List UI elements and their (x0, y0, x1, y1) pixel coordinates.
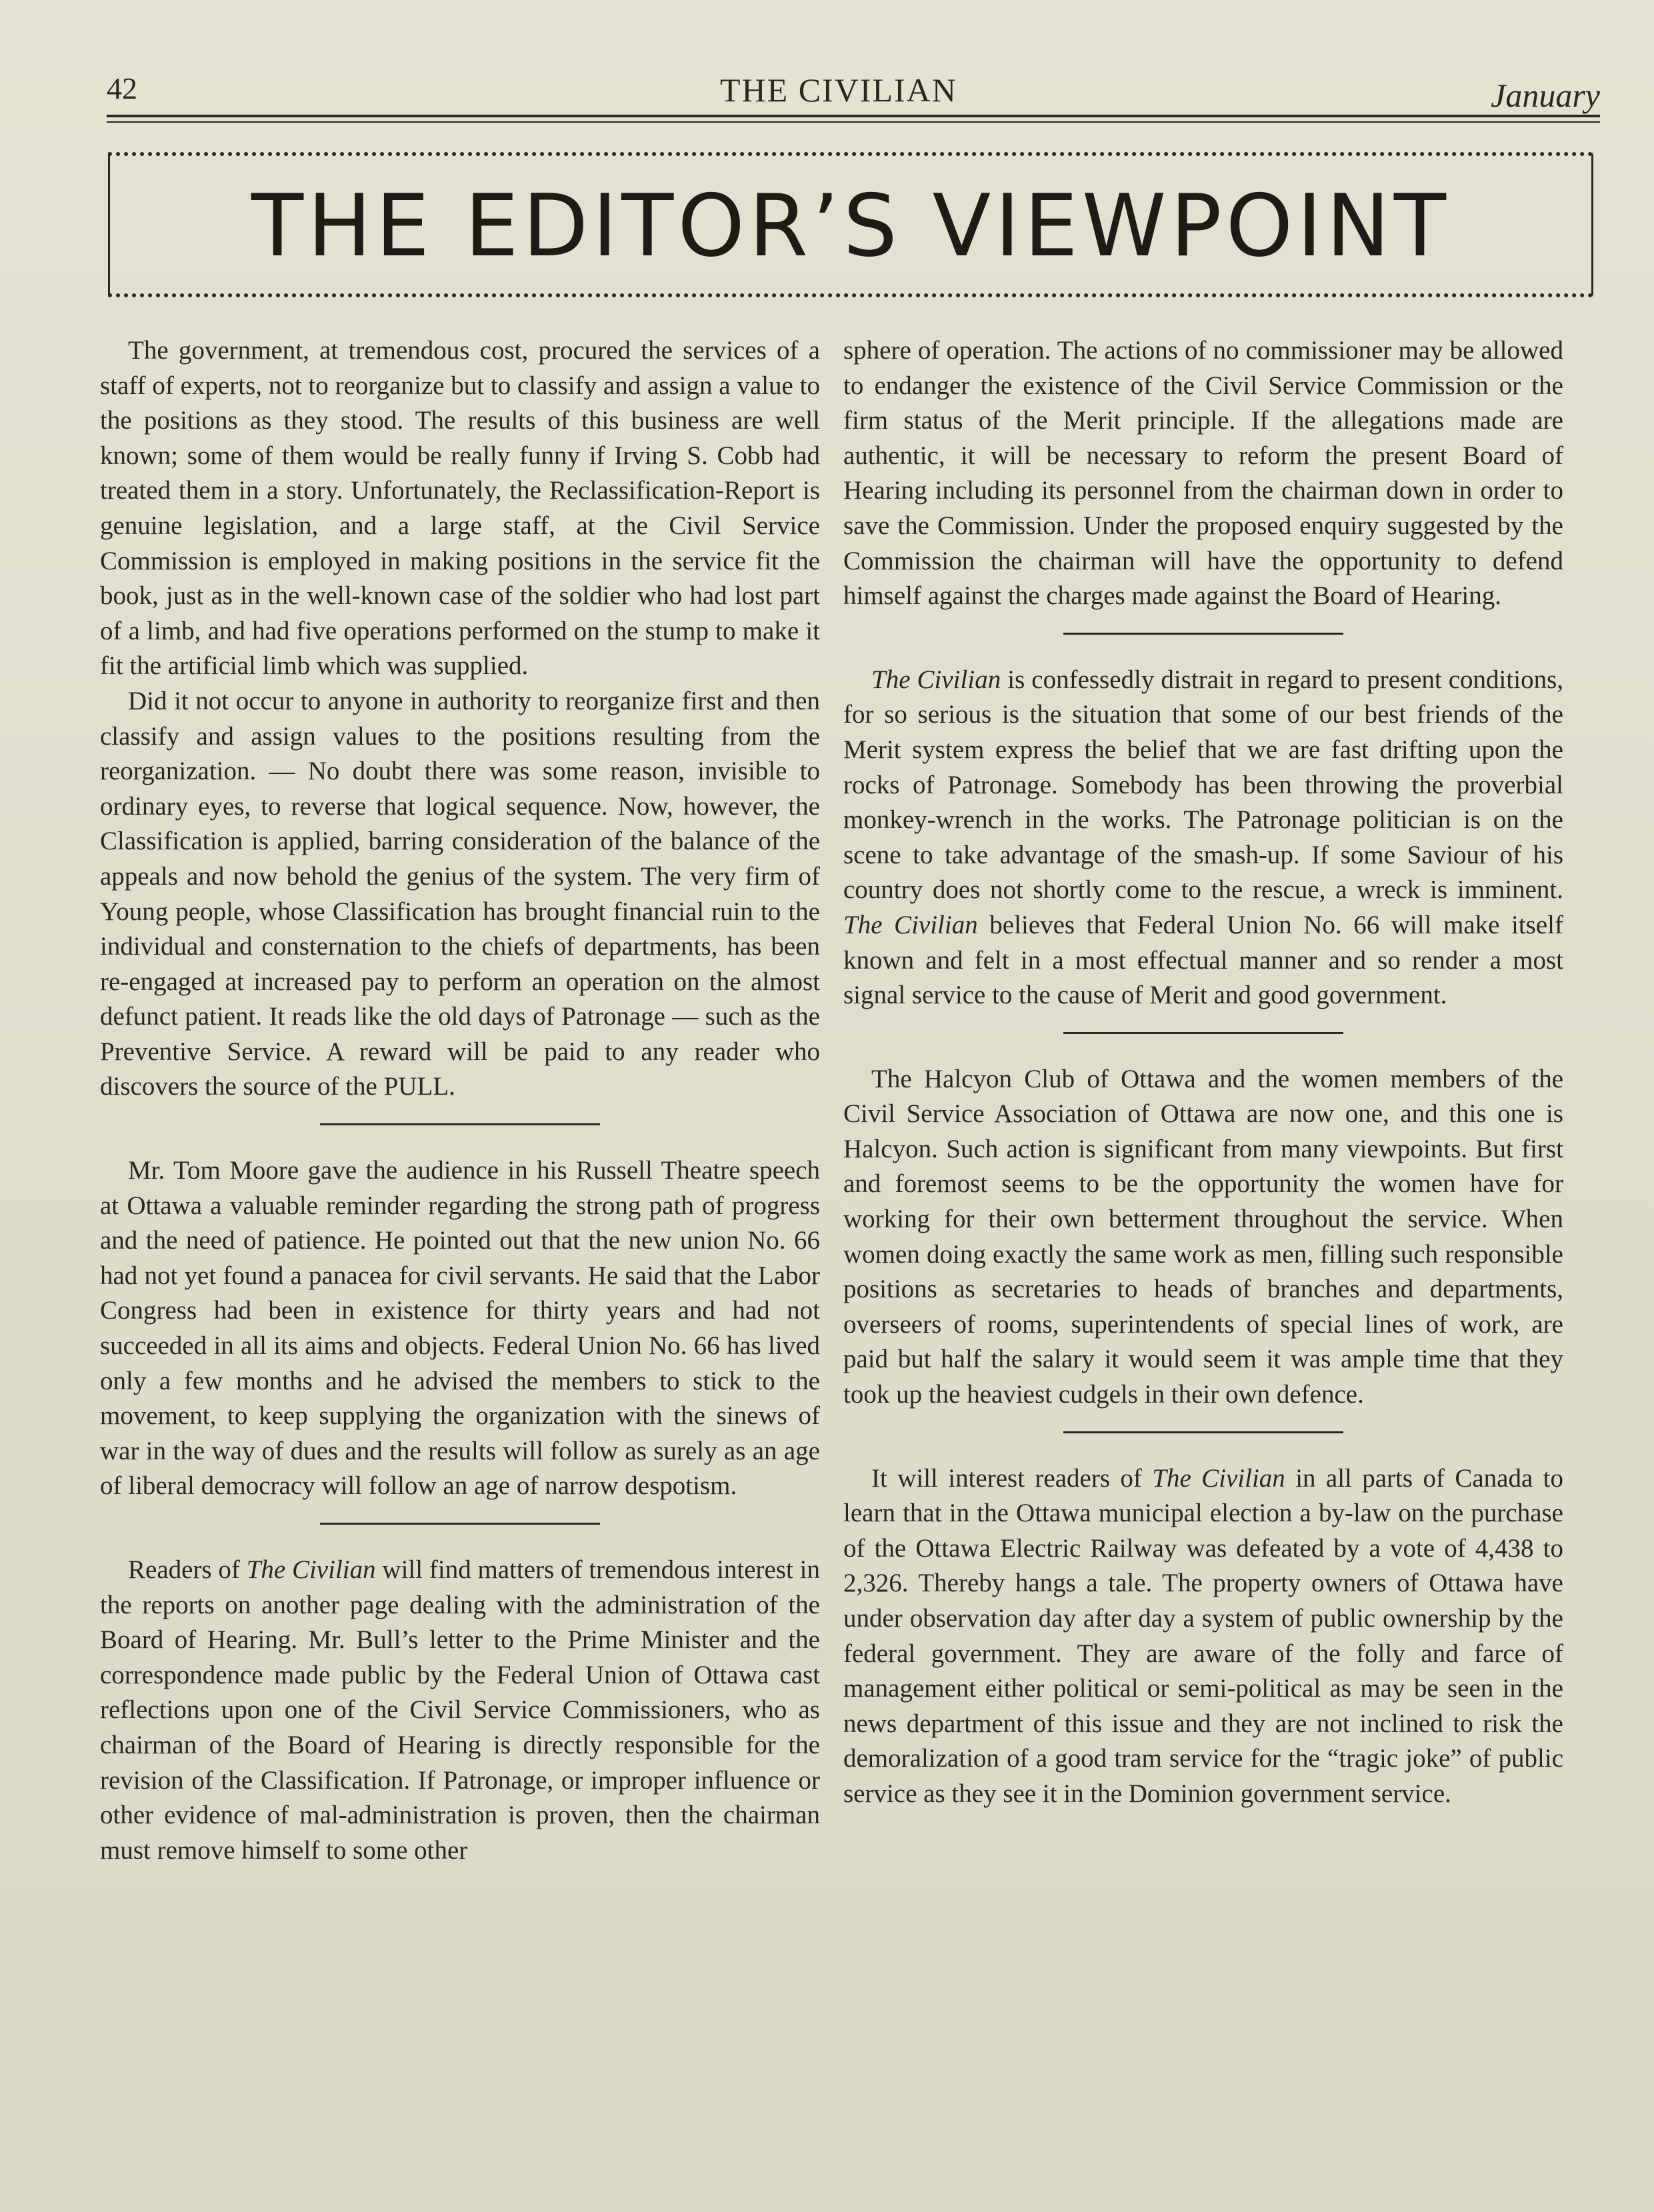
journal-title: THE CIVILIAN (720, 71, 957, 109)
section-divider (1063, 633, 1343, 635)
paragraph-patronage (843, 663, 1563, 1013)
header-rule-thin (107, 121, 1600, 123)
right-column (843, 333, 1563, 1812)
issue-month: January (1491, 77, 1600, 114)
text-run: Readers of (128, 1555, 247, 1584)
paragraph-electric-railway (843, 1461, 1563, 1812)
paragraph-classification: The government, at tremendous cost, procured the services of a staff of experts, not to reorganize but to classify and assign a value to the positions as they stood. The results of this business are well known; some of them would be really funny if Irving S. Cobb had treated them in a story. Unfortunately, the Reclassification-Report is genuine legislation, and a large staff, at the Civil Service Commission is employed in making positions in the service fit the book, just as in the well-known case of the soldier who had lost part of a limb, and had five operations performed on the stump to make it fit the artificial limb which was supplied. (100, 336, 820, 681)
section-banner (108, 152, 1593, 297)
paragraph-board-continued: sphere of operation. The actions of no commissioner may be allowed to endanger the existence of the Civil Service Commission or the firm status of the Merit principle. If the allegations made are authentic, it will be necessary to reform the present Board of Hearing including its personnel from the chairman down in order to save the Commission. Under the proposed enquiry suggested by the Commission the chairman will have the opportunity to defend himself against the charges made against the Board of Hearing. (843, 336, 1563, 611)
text-run: believes that Federal Union No. 66 will make itself known and felt in a most effectual manner and so render a most signal service to the cause of Merit and good government. (843, 910, 1563, 1010)
publication-name: The Civilian (1152, 1463, 1285, 1493)
text-run: in all parts of Canada to learn that in the Ottawa municipal election a by-law on the purchase of the Ottawa Electric Railway was defeated by a vote of 4,438 to 2,326. Thereby hangs a tale. The property owners of Ottawa have under observation day after day a system of public ownership by the federal government. They are aware of the folly and farce of management either political or semi-political as may be seen in the news department of this issue and they are not inclined to risk the demoralization of a good tram service for the “tragic joke” of public service as they see it in the Dominion government service. (843, 1463, 1563, 1808)
section-divider (1063, 1032, 1343, 1034)
paragraph-halcyon-club: The Halcyon Club of Ottawa and the women members of the Civil Service Association of Ottawa are now one, and this one is Halcyon. Such action is significant from many viewpoints. But first and foremost seems to be the opportunity the women have for working for their own betterment throughout the service. When women doing exactly the same work as men, filling such responsible positions as secretaries to heads of branches and departments, overseers of rooms, superintendents of special lines of work, are paid but half the salary it would seem it was ample time that they took up the heaviest cudgels in their own defence. (843, 1064, 1563, 1409)
running-header (107, 64, 1600, 117)
left-column (100, 333, 820, 1868)
paragraph-reorganize: Did it not occur to anyone in authority to reorganize first and then classify and assign values to the positions resulting from the reorganization. — No doubt there was some reason, invisible to ordinary eyes, to reverse that logical sequence. Now, however, the Classification is applied, barring consideration of the balance of the appeals and now behold the genius of the system. The very firm of Young people, whose Classification has brought financial ruin to the individual and consternation to the chiefs of departments, has been re-engaged at increased pay to perform an operation on the almost defunct patient. It reads like the old days of Patronage — such as the Preventive Service. A reward will be paid to any reader who discovers the source of the PULL. (100, 686, 820, 1101)
section-title: THE EDITOR’S VIEWPOINT (251, 177, 1451, 276)
text-run: will find matters of tremendous interest in the reports on another page dealing with the administration of the Board of Hearing. Mr. Bull’s letter to the Prime Minister and the correspondence made public by the Federal Union of Ottawa cast reflections upon one of the Civil Service Commissioners, who as chairman of the Board of Hearing is directly responsible for the revision of the Classification. If Patronage, or improper influence or other evidence of mal-administration is proven, then the chairman must remove himself to some other (100, 1555, 820, 1865)
section-divider (1063, 1431, 1343, 1433)
publication-name: The Civilian (246, 1555, 376, 1584)
text-run: It will interest readers of (871, 1463, 1153, 1493)
header-rule (107, 115, 1600, 117)
publication-name: The Civilian (843, 910, 978, 939)
paragraph-tom-moore: Mr. Tom Moore gave the audience in his Russell Theatre speech at Ottawa a valuable reminder regarding the strong path of progress and the need of patience. He pointed out that the new union No. 66 had not yet found a panacea for civil servants. He said that the Labor Congress had been in existence for thirty years and had not succeeded in all its aims and objects. Federal Union No. 66 has lived only a few months and he advised the members to stick to the movement, to keep supplying the organization with the sinews of war in the way of dues and the results will follow as surely as an age of liberal democracy will follow an age of narrow despotism. (100, 1156, 820, 1501)
section-divider (320, 1523, 600, 1525)
section-divider (320, 1123, 600, 1125)
text-run: is confessedly distrait in regard to present conditions, for so serious is the situation that some of our best friends of the Merit system express the belief that we are fast drifting upon the rocks of Patronage. Somebody has been throwing the proverbial monkey-wrench in the works. The Patronage politician is on the scene to take advantage of the smash-up. If some Saviour of his country does not shortly come to the rescue, a wreck is imminent. (843, 665, 1563, 905)
paragraph-board-of-hearing (100, 1553, 820, 1868)
page-number: 42 (107, 71, 137, 105)
publication-name: The Civilian (871, 665, 1001, 694)
